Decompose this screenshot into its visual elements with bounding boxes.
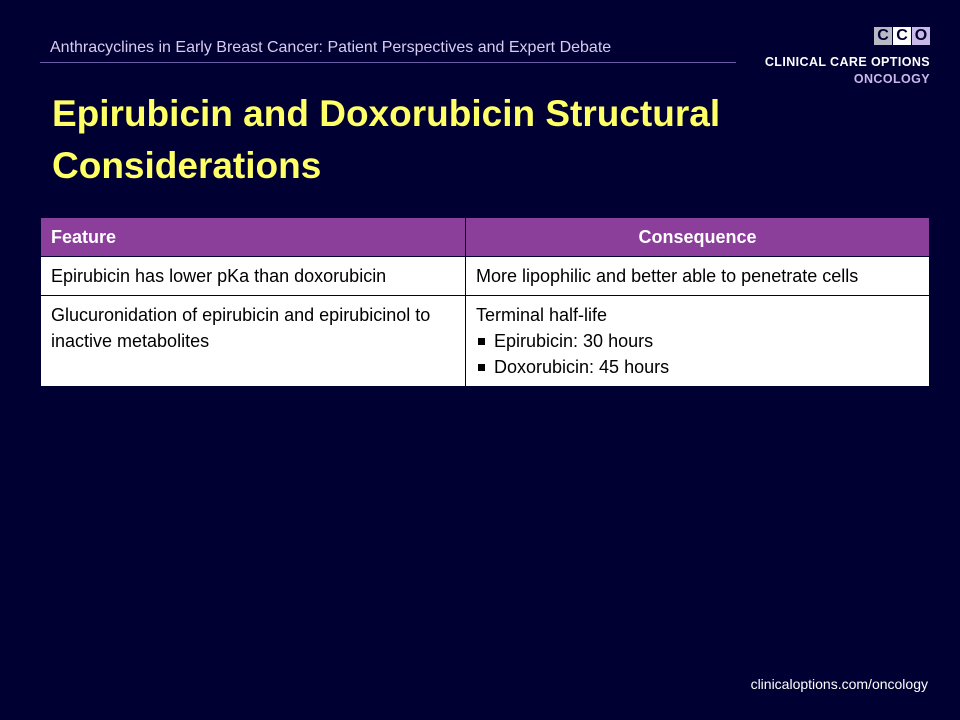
consequence-text: More lipophilic and better able to penetrate cells — [476, 266, 859, 286]
table-header-row — [41, 218, 930, 257]
logo-wordmark: CLINICAL CARE OPTIONS — [764, 55, 930, 69]
table-row — [41, 296, 930, 387]
logo-letter-o: O — [912, 27, 930, 45]
header-divider — [40, 62, 736, 63]
column-header-feature: Feature — [41, 218, 466, 257]
presentation-header: Anthracyclines in Early Breast Cancer: Patient Perspectives and Expert Debate — [50, 39, 612, 56]
table-row — [41, 257, 930, 296]
feature-cell: Epirubicin has lower pKa than doxorubicin — [41, 257, 466, 296]
consequence-cell — [466, 296, 930, 387]
half-life-list — [476, 328, 919, 380]
cco-logo — [764, 27, 930, 87]
consequence-text: Terminal half-life — [476, 305, 608, 325]
logo-letter-c2: C — [893, 27, 911, 45]
footer-url: clinicaloptions.com/oncology — [750, 676, 928, 692]
consequence-cell — [466, 257, 930, 296]
bullet-item-epirubicin: Epirubicin: 30 hours — [476, 328, 919, 354]
column-header-consequence: Consequence — [466, 218, 930, 257]
feature-cell: Glucuronidation of epirubicin and epirubicinol to inactive metabolites — [41, 296, 466, 387]
logo-subtitle: ONCOLOGY — [853, 72, 930, 86]
logo-letter-boxes — [873, 27, 930, 45]
slide-title: Epirubicin and Doxorubicin Structural Considerations — [52, 93, 721, 186]
comparison-table — [40, 217, 930, 387]
bullet-item-doxorubicin: Doxorubicin: 45 hours — [476, 354, 919, 380]
logo-letter-c1: C — [874, 27, 892, 45]
